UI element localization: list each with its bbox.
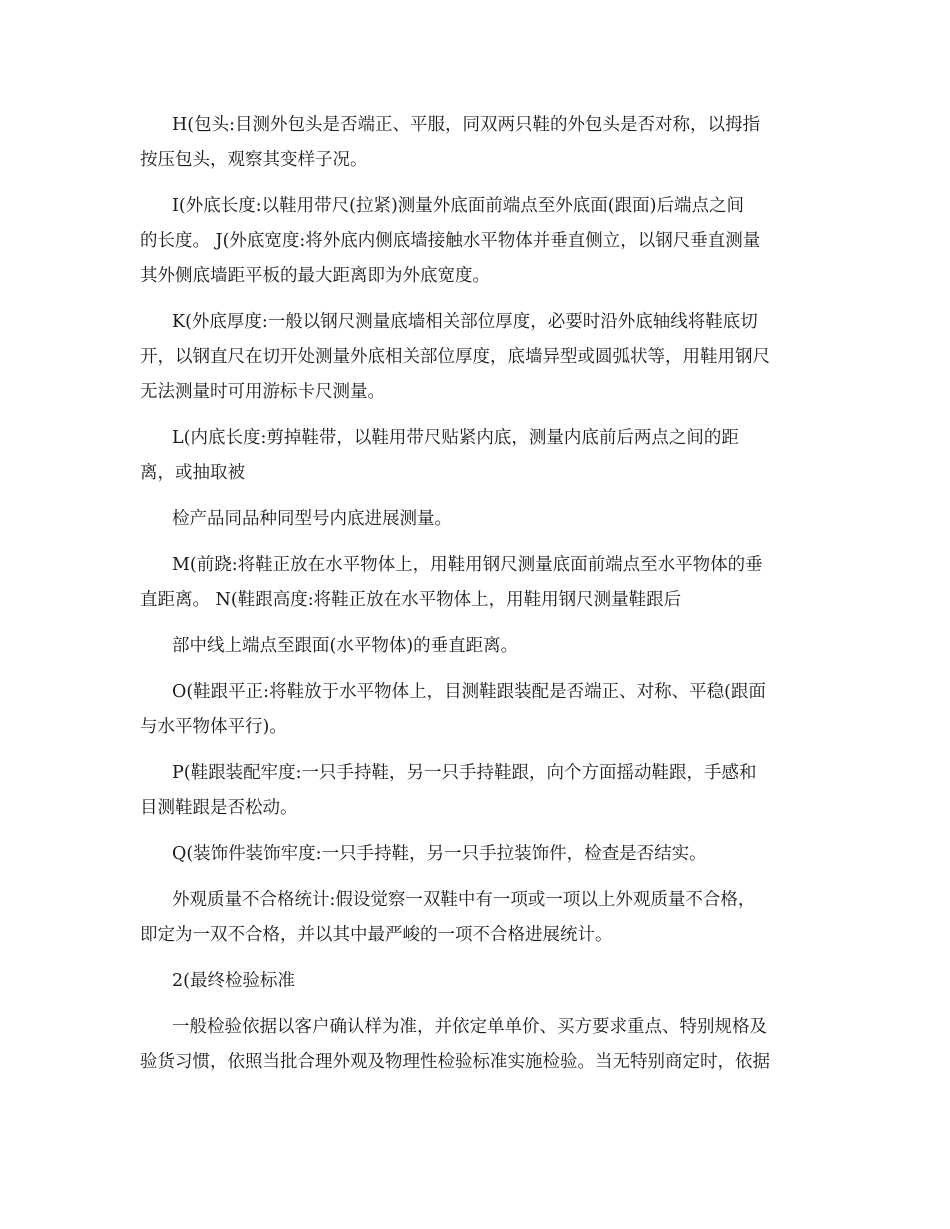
paragraph-heel-fastness — [140, 756, 815, 826]
text-line: 部中线上端点至跟面(水平物体)的垂直距离。 — [172, 636, 519, 656]
text-line: 即定为一双不合格，并以其中最严峻的一项不合格进展统计。 — [140, 925, 613, 945]
section-heading-final-inspection — [140, 964, 815, 999]
text-line: 验货习惯，依照当批合理外观及物理性检验标准实施检验。当无特别商定时，依据 — [140, 1052, 770, 1072]
text-line: 与水平物体平行)。 — [140, 717, 287, 737]
paragraph-ornament-fastness — [140, 837, 815, 872]
paragraph-insole-length — [140, 421, 815, 491]
text-line: 目测鞋跟是否松动。 — [140, 798, 298, 818]
text-line: 检产品同品种同型号内底进展测量。 — [172, 509, 452, 529]
text-line: O(鞋跟平正:将鞋放于水平物体上，目测鞋跟装配是否端正、对称、平稳(跟面 — [172, 682, 766, 702]
paragraph-general-inspection-basis — [140, 1010, 815, 1080]
paragraph-toe-cap — [140, 108, 815, 178]
text-line: K(外底厚度:一般以钢尺测量底墙相关部位厚度，必要时沿外底轴线将鞋底切 — [172, 312, 758, 332]
paragraph-outsole-thickness — [140, 305, 815, 410]
document-body — [140, 108, 815, 1091]
text-line: 2(最终检验标准 — [172, 971, 295, 991]
text-line: 的长度。 J(外底宽度:将外底内侧底墙接触水平物体并垂直侧立，以钢尺垂直测量 — [140, 231, 761, 251]
text-line: M(前跷:将鞋正放在水平物体上，用鞋用钢尺测量底面前端点至水平物体的垂 — [172, 555, 763, 575]
paragraph-insole-continued — [140, 502, 815, 537]
text-line: 其外侧底墙距平板的最大距离即为外底宽度。 — [140, 266, 490, 286]
text-line: I(外底长度:以鞋用带尺(拉紧)测量外底面前端点至外底面(跟面)后端点之间 — [172, 196, 744, 216]
text-line: P(鞋跟装配牢度:一只手持鞋，另一只手持鞋跟，向个方面摇动鞋跟，手感和 — [172, 763, 757, 783]
paragraph-heel-height-continued — [140, 629, 815, 664]
text-line: 无法测量时可用游标卡尺测量。 — [140, 382, 385, 402]
text-line: L(内底长度:剪掉鞋带，以鞋用带尺贴紧内底，测量内底前后两点之间的距 — [172, 428, 739, 448]
text-line: 开，以钢直尺在切开处测量外底相关部位厚度，底墙异型或圆弧状等，用鞋用钢尺 — [140, 347, 770, 367]
paragraph-heel-alignment — [140, 675, 815, 745]
paragraph-outsole-length-width — [140, 189, 815, 294]
text-line: 外观质量不合格统计:假设觉察一双鞋中有一项或一项以上外观质量不合格， — [172, 890, 756, 910]
paragraph-defect-statistics — [140, 883, 815, 953]
text-line: H(包头:目测外包头是否端正、平服，同双两只鞋的外包头是否对称，以拇指 — [172, 115, 760, 135]
text-line: Q(装饰件装饰牢度:一只手持鞋，另一只手拉装饰件，检查是否结实。 — [172, 844, 707, 864]
paragraph-toe-spring-heel-height — [140, 548, 815, 618]
text-line: 一般检验依据以客户确认样为准，并依定单单价、买方要求重点、特别规格及 — [172, 1017, 767, 1037]
text-line: 离，或抽取被 — [140, 463, 245, 483]
text-line: 直距离。 N(鞋跟高度:将鞋正放在水平物体上，用鞋用钢尺测量鞋跟后 — [140, 590, 682, 610]
text-line: 按压包头，观察其变样子况。 — [140, 150, 368, 170]
